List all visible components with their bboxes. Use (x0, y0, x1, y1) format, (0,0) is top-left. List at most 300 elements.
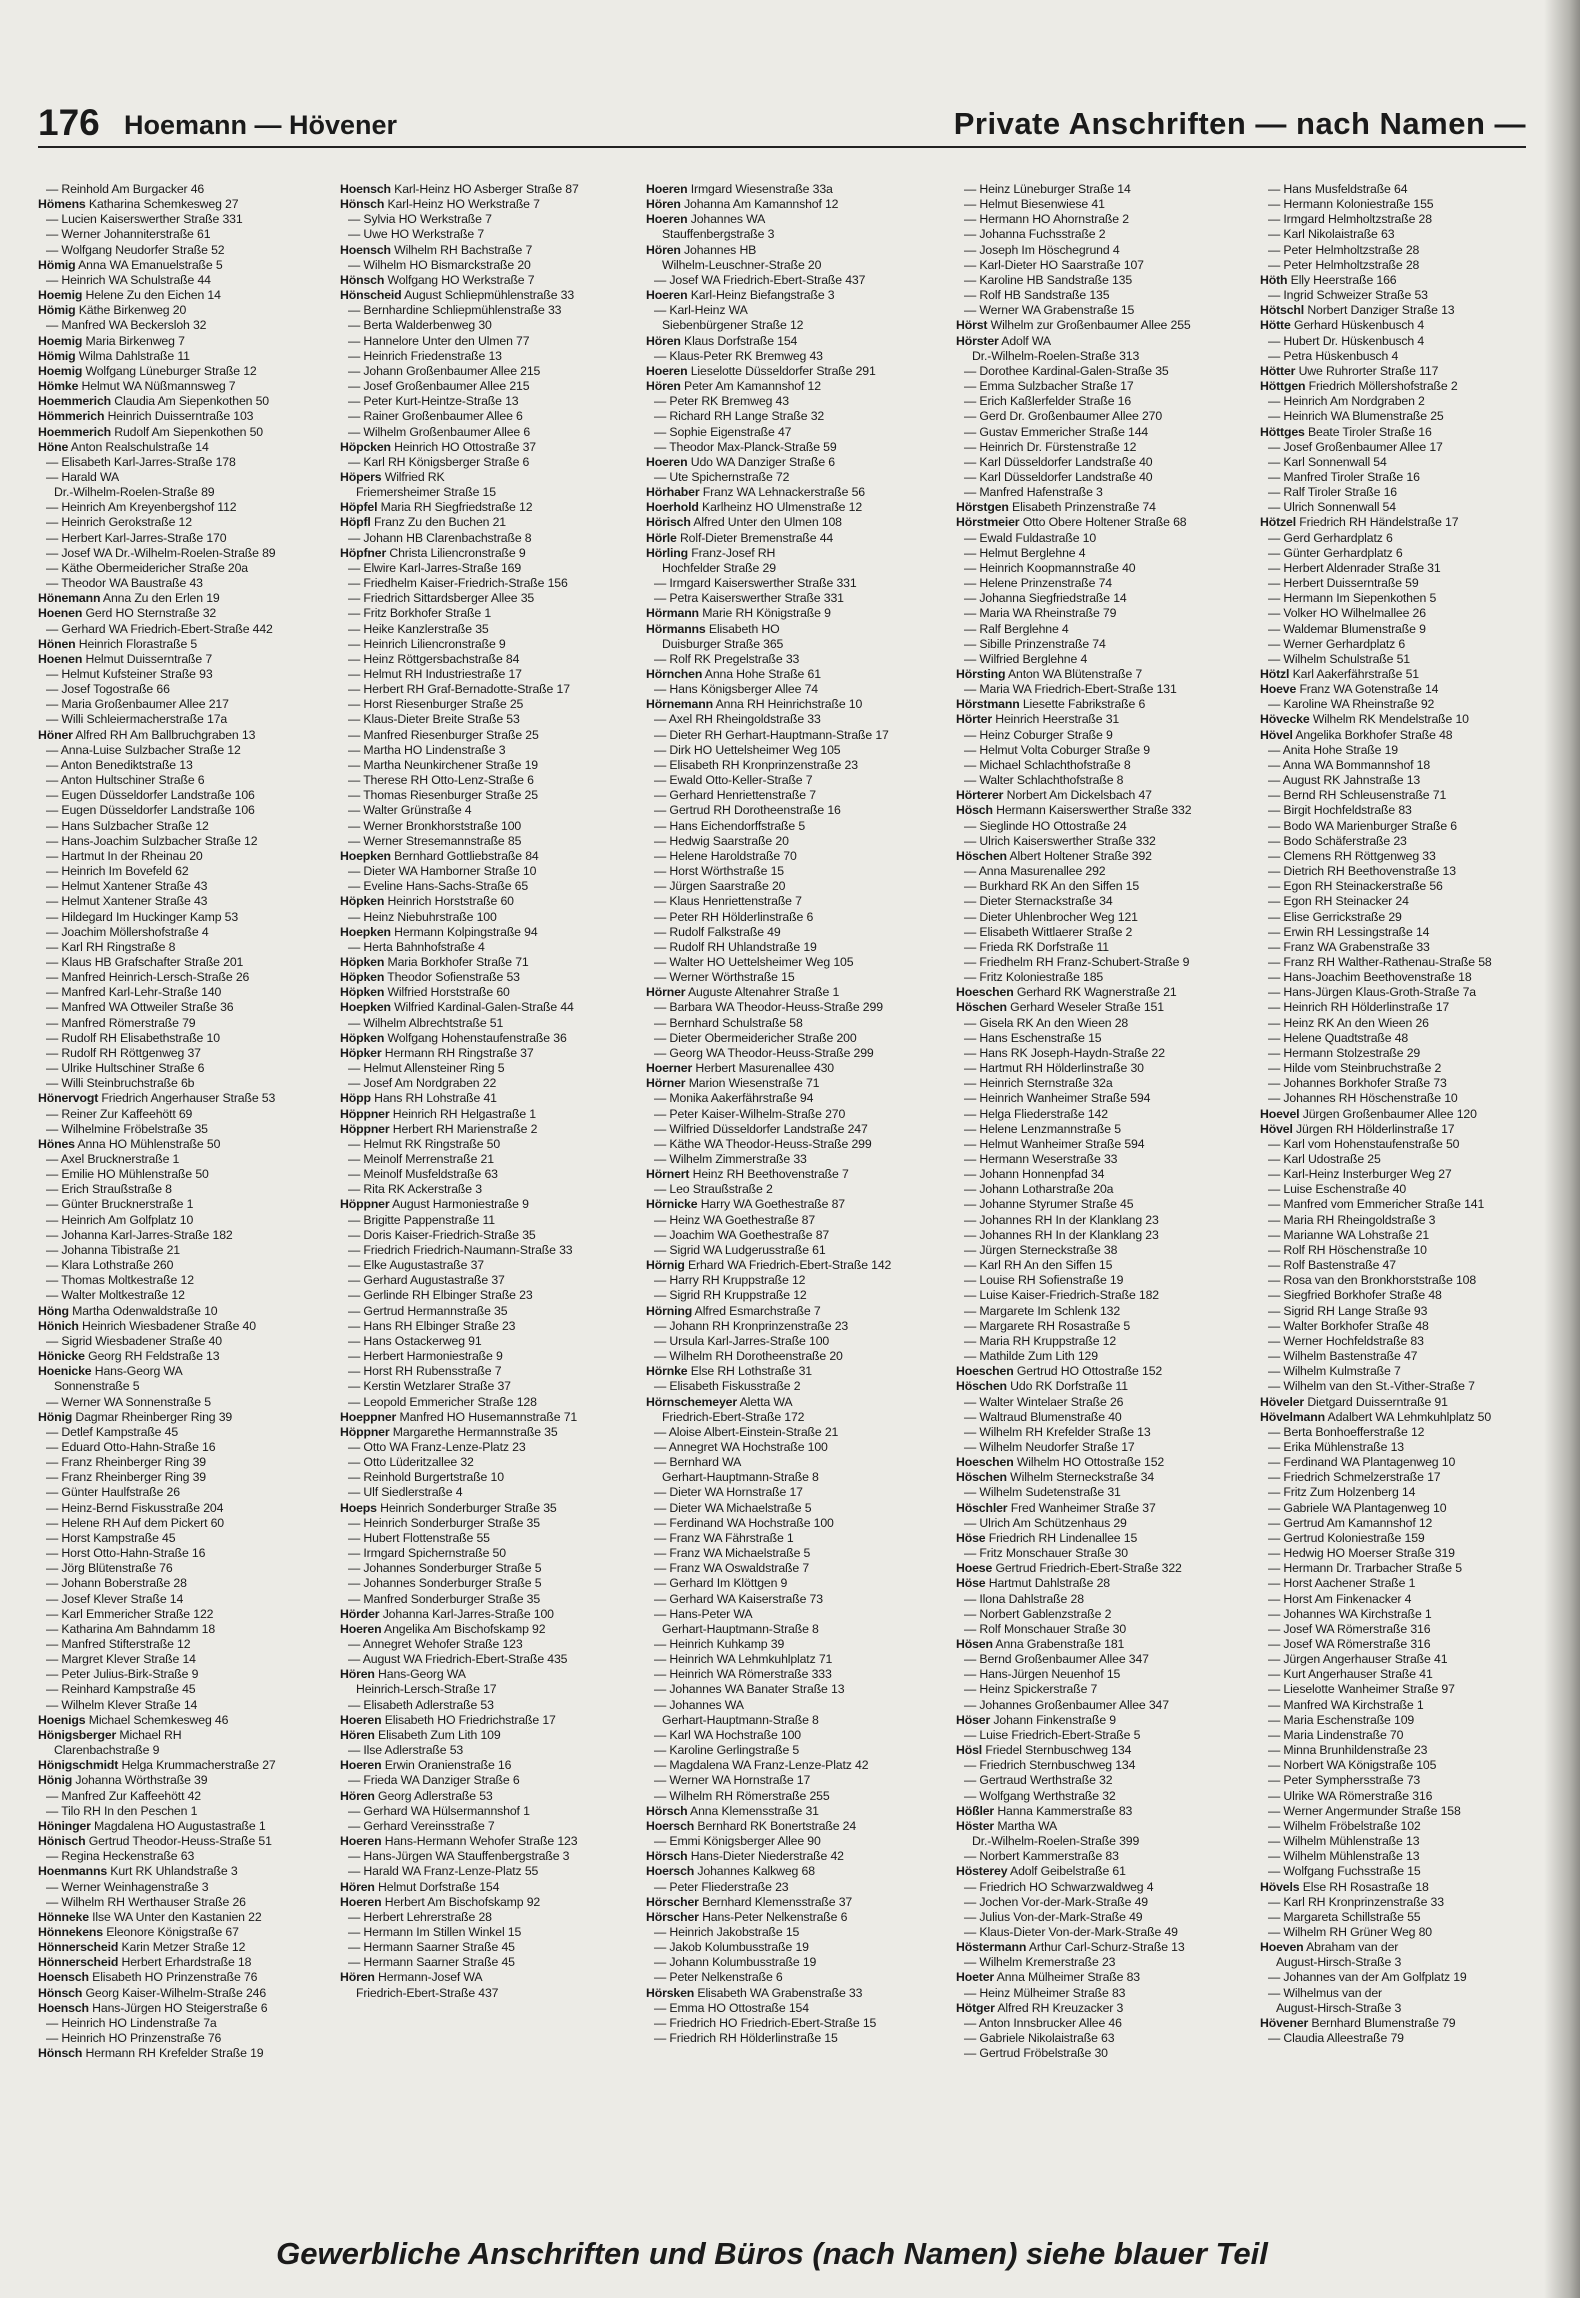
directory-entry: — Horst Kampstraße 45 (46, 1530, 176, 1545)
directory-entry: — Regina Heckenstraße 63 (46, 1849, 195, 1864)
directory-entry: Hören Hermann-Josef WA (340, 1970, 483, 1985)
directory-entry: — Hans Königsberger Allee 74 (654, 682, 818, 697)
directory-entry: August-Hirsch-Straße 3 (1276, 1955, 1402, 1970)
directory-entry: — Sigrid RH Lange Straße 93 (1268, 1303, 1428, 1318)
surname-headword: Hörscher (646, 1909, 699, 1924)
directory-entry: Höpken Wilfried Horststraße 60 (340, 985, 510, 1000)
directory-entry: — Herbert Harmoniestraße 9 (348, 1349, 503, 1364)
directory-entry: — Elwire Karl-Jarres-Straße 169 (348, 560, 522, 575)
directory-entry: Hönig Dagmar Rheinberger Ring 39 (38, 1409, 233, 1424)
directory-entry: Hörsch Hans-Dieter Niederstraße 42 (646, 1849, 844, 1864)
directory-entry: — Hans Eschenstraße 15 (964, 1030, 1102, 1045)
directory-entry: — Karl WA Hochstraße 100 (654, 1727, 801, 1742)
directory-entry: — Doris Kaiser-Friedrich-Straße 35 (348, 1227, 536, 1242)
surname-headword: Hören (340, 1727, 375, 1742)
directory-entry: — Johanna Karl-Jarres-Straße 182 (46, 1227, 233, 1242)
directory-entry: Höpcken Heinrich HO Ottostraße 37 (340, 439, 536, 454)
surname-headword: Hömig (38, 348, 76, 363)
surname-headword: Hörst (956, 318, 988, 333)
directory-entry: — Helmut Biesenwiese 41 (964, 197, 1105, 212)
directory-entry: Hoeren Angelika Am Bischofskamp 92 (340, 1621, 546, 1636)
surname-headword: Hönsch (340, 197, 385, 212)
directory-entry: — Horst Wörthstraße 15 (654, 864, 784, 879)
directory-entry: — Heinrich Koopmannstraße 40 (964, 560, 1136, 575)
surname-headword: Hömig (38, 257, 76, 272)
directory-entry: — Jochen Vor-der-Mark-Straße 49 (964, 1894, 1148, 1909)
surname-headword: Hörhaber (646, 485, 700, 500)
directory-entry: Hövecke Wilhelm RK Mendelstraße 10 (1260, 712, 1469, 727)
directory-entry: — Heinz RK An den Wieen 26 (1268, 1015, 1429, 1030)
directory-entry: — Lucien Kaiserswerther Straße 331 (46, 212, 243, 227)
directory-entry: — Käthe Obermeidericher Straße 20a (46, 560, 248, 575)
directory-entry: Hoenigs Michael Schemkesweg 46 (38, 1712, 229, 1727)
surname-headword: Hömig (38, 303, 76, 318)
directory-entry: — Maria Eschenstraße 109 (1268, 1712, 1415, 1727)
surname-headword: Hoeren (340, 1712, 382, 1727)
directory-entry: — Tilo RH In den Peschen 1 (46, 1803, 198, 1818)
directory-entry: Hötzl Karl Aakerfährstraße 51 (1260, 667, 1419, 681)
surname-headword: Hörsken (646, 1985, 695, 2000)
directory-entry: — Heinrich Kuhkamp 39 (654, 1637, 785, 1651)
surname-headword: Hömke (38, 379, 79, 394)
surname-headword: Höpfner (340, 545, 387, 560)
surname-headword: Höttges (1260, 424, 1305, 439)
directory-entry: — Hildegard Im Huckinger Kamp 53 (46, 909, 239, 924)
directory-entry: — Helene Quadtstraße 48 (1268, 1030, 1409, 1045)
directory-entry: — Hans-Jürgen WA Stauffenbergstraße 3 (348, 1849, 570, 1864)
directory-entry: Hömens Katharina Schemkesweg 27 (38, 197, 239, 212)
directory-entry: — Volker HO Wilhelmallee 26 (1268, 606, 1426, 621)
directory-entry: — Reiner Zur Kaffeehött 69 (46, 1106, 193, 1121)
directory-entry: — Wilhelm Schulstraße 51 (1268, 651, 1410, 666)
directory-entry: — Axel Brucknerstraße 1 (46, 1152, 180, 1166)
directory-entry: Hoeren Erwin Oranienstraße 16 (340, 1758, 512, 1773)
surname-headword: Höpp (340, 1091, 371, 1106)
directory-entry: Hoensch Karl-Heinz HO Asberger Straße 87 (340, 182, 579, 196)
directory-entry: Hörnchen Anna Hohe Straße 61 (646, 667, 821, 681)
surname-headword: Hoevel (1260, 1106, 1300, 1121)
directory-entry: — Margret Klever Straße 14 (46, 1652, 196, 1667)
directory-entry: — Gerhard WA Kaiserstraße 73 (654, 1591, 823, 1606)
directory-entry: — Hermann Koloniestraße 155 (1268, 197, 1434, 212)
directory-entry: — Jörg Blütenstraße 76 (46, 1561, 173, 1576)
directory-entry: Stauffenbergstraße 3 (662, 227, 775, 242)
directory-entry: — Anna-Luise Sulzbacher Straße 12 (46, 742, 241, 757)
directory-entry: — Dorothee Kardinal-Galen-Straße 35 (964, 363, 1169, 378)
directory-entry: — Josef Großenbaumer Allee 17 (1268, 439, 1443, 454)
directory-entry: — Hans-Joachim Sulzbacher Straße 12 (46, 833, 258, 848)
directory-entry: — Werner Hochfeldstraße 83 (1268, 1333, 1424, 1348)
directory-entry: — Uwe HO Werkstraße 7 (348, 227, 485, 242)
directory-entry: — Friedrich Sternbuschweg 134 (964, 1758, 1136, 1773)
surname-headword: Hoepken (340, 924, 391, 939)
directory-entry: — Rudolf RH Uhlandstraße 19 (654, 939, 817, 954)
directory-entry: — Egon RH Steinackerstraße 56 (1268, 879, 1443, 894)
directory-entry: — Emma HO Ottostraße 154 (654, 2000, 809, 2015)
directory-entry: — Manfred Heinrich-Lersch-Straße 26 (46, 970, 250, 985)
directory-entry: — Dieter WA Hamborner Straße 10 (348, 864, 537, 879)
directory-entry: Hörstgen Elisabeth Prinzenstraße 74 (956, 500, 1156, 515)
directory-entry: — Heinrich Jakobstraße 15 (654, 1924, 800, 1939)
directory-entry: — Karoline WA Rheinstraße 92 (1268, 697, 1435, 712)
directory-entry: — Theodor Max-Planck-Straße 59 (654, 439, 837, 454)
directory-entry: — Monika Aakerfährstraße 94 (654, 1091, 814, 1106)
directory-entry: Hömmerich Heinrich Duisserntraße 103 (38, 409, 254, 424)
directory-entry: — Wilhelm van den St.-Vither-Straße 7 (1268, 1379, 1475, 1394)
surname-headword: Hoeren (646, 212, 688, 227)
directory-entry: Höse Friedrich RH Lindenallee 15 (956, 1530, 1138, 1545)
directory-entry: — Franz RH Walther-Rathenau-Straße 58 (1268, 954, 1492, 969)
directory-entry: — Aloise Albert-Einstein-Straße 21 (654, 1424, 839, 1439)
directory-entry: — Jakob Kolumbusstraße 19 (654, 1940, 809, 1955)
directory-entry: — Helmut Xantener Straße 43 (46, 879, 208, 894)
directory-entry: — Sophie Eigenstraße 47 (654, 424, 792, 439)
directory-entry: — Klaus-Dieter Von-der-Mark-Straße 49 (964, 1924, 1178, 1939)
directory-entry: — Annegret Wehofer Straße 123 (348, 1637, 523, 1651)
directory-entry: — Hubert Flottenstraße 55 (348, 1530, 490, 1545)
directory-entry: — Johanna Siegfriedstraße 14 (964, 591, 1127, 606)
surname-headword: Hörle (646, 530, 677, 545)
directory-entry: — Wilhelm HO Bismarckstraße 20 (348, 257, 531, 272)
directory-entry: — Karl RH Ringstraße 8 (46, 939, 176, 954)
directory-entry: — Wilhelm RH Werthauser Straße 26 (46, 1894, 246, 1909)
surname-headword: Höser (956, 1712, 991, 1727)
directory-entry: Hoeren Hans-Hermann Wehofer Straße 123 (340, 1834, 578, 1849)
directory-entry: — Josef WA Römerstraße 316 (1268, 1621, 1431, 1636)
directory-entry: Höne Anton Realschulstraße 14 (38, 439, 209, 454)
surname-headword: Höppner (340, 1106, 390, 1121)
directory-entry: Hömke Helmut WA Nüßmannsweg 7 (38, 379, 236, 394)
directory-entry: Hönen Heinrich Florastraße 5 (38, 636, 198, 651)
directory-entry: Höschler Fred Wanheimer Straße 37 (956, 1500, 1156, 1515)
surname-headword: Hövelmann (1260, 1409, 1325, 1424)
directory-entry: — Hans Ostackerweg 91 (348, 1333, 482, 1348)
directory-entry: — Karl Sonnenwall 54 (1268, 454, 1387, 469)
directory-entry: Hörst Wilhelm zur Großenbaumer Allee 255 (956, 318, 1191, 333)
surname-headword: Hönnekens (38, 1924, 103, 1939)
directory-entry: — Norbert WA Königstraße 105 (1268, 1758, 1437, 1773)
directory-entry: Höner Alfred RH Am Ballbruchgraben 13 (38, 727, 256, 742)
directory-entry: — Johann Boberstraße 28 (46, 1576, 187, 1591)
directory-entry: — Ingrid Schweizer Straße 53 (1268, 288, 1428, 303)
directory-entry: Höschen Udo RK Dorfstraße 11 (956, 1379, 1128, 1394)
surname-headword: Hörning (646, 1303, 693, 1318)
directory-entry: — Karl vom Hohenstaufenstraße 50 (1268, 1136, 1460, 1151)
directory-entry: — Karl-Heinz WA (654, 303, 748, 318)
directory-entry: Hoerner Herbert Masurenallee 430 (646, 1061, 834, 1076)
directory-entry: Hörscher Hans-Peter Nelkenstraße 6 (646, 1909, 848, 1924)
directory-entry: — Wilhelm RH Grüner Weg 80 (1268, 1924, 1432, 1939)
directory-entry: — Erika Mühlenstraße 13 (1268, 1439, 1404, 1454)
directory-entry: — Joachim Möllershofstraße 4 (46, 924, 209, 939)
footer-note: Gewerbliche Anschriften und Büros (nach Namen) siehe blauer Teil (276, 2236, 1268, 2271)
directory-entry: — Clemens RH Röttgenweg 33 (1268, 848, 1436, 863)
directory-entry: Hörnert Heinz RH Beethovenstraße 7 (646, 1167, 849, 1182)
surname-headword: Höne (38, 439, 69, 454)
surname-headword: Hönsch (38, 2046, 83, 2061)
surname-headword: Höschen (956, 848, 1007, 863)
directory-entry: — Manfred Karl-Lehr-Straße 140 (46, 985, 222, 1000)
directory-entry: Hoensch Elisabeth HO Prinzenstraße 76 (38, 1970, 258, 1985)
directory-entry: — Brigitte Pappenstraße 11 (348, 1212, 495, 1227)
surname-headword: Hörter (956, 712, 992, 727)
directory-entry: — Werner Johanniterstraße 61 (46, 227, 211, 242)
directory-entry: — Wilfried Berglehne 4 (964, 651, 1088, 666)
surname-headword: Hötger (956, 2000, 995, 2015)
surname-headword: Hören (646, 197, 681, 212)
directory-entry: — Wilhelm Kremerstraße 23 (964, 1955, 1116, 1970)
directory-entry: — Detlef Kampstraße 45 (46, 1424, 179, 1439)
directory-entry: Hövels Else RH Rosastraße 18 (1260, 1879, 1429, 1894)
directory-entry: — Helmut Allensteiner Ring 5 (348, 1061, 505, 1076)
surname-headword: Hören (340, 1667, 375, 1682)
directory-entry: — Elise Gerrickstraße 29 (1268, 909, 1402, 924)
directory-entry: — Harald WA (46, 469, 120, 484)
directory-entry: Höth Elly Heerstraße 166 (1260, 272, 1397, 287)
directory-entry: — Klaus-Peter RK Bremweg 43 (654, 348, 823, 363)
directory-entry: — Rolf RK Pregelstraße 33 (654, 651, 800, 666)
directory-entry: — Reinhard Kampstraße 45 (46, 1682, 196, 1697)
directory-entry: — Meinolf Musfeldstraße 63 (348, 1167, 498, 1182)
directory-entry: — Wilhelm RH Krefelder Straße 13 (964, 1424, 1151, 1439)
directory-entry: — Heinrich Liliencronstraße 9 (348, 636, 506, 651)
surname-headword: Hoersch (646, 1818, 695, 1833)
directory-entry: Hönich Heinrich Wiesbadener Straße 40 (38, 1318, 256, 1333)
page-header (38, 100, 1526, 148)
directory-entry: — Käthe WA Theodor-Heuss-Straße 299 (654, 1136, 872, 1151)
surname-headword: Hönemann (38, 591, 101, 606)
surname-headword: Höpers (340, 469, 382, 484)
directory-entry: — Heinrich Wanheimer Straße 594 (964, 1091, 1151, 1106)
directory-entry: Hösl Friedel Sternbuschweg 134 (956, 1743, 1132, 1758)
directory-entry: Hörterer Norbert Am Dickelsbach 47 (956, 788, 1152, 803)
directory-entry: — Kurt Angerhauser Straße 41 (1268, 1667, 1433, 1682)
surname-headword: Hömmerich (38, 409, 105, 424)
directory-entry: — Peter Helmholtzstraße 28 (1268, 242, 1420, 257)
directory-entry: — Otto WA Franz-Lenze-Platz 23 (348, 1439, 526, 1454)
directory-entry: Hören Klaus Dorfstraße 154 (646, 333, 798, 348)
directory-entry: — Walter Schlachthofstraße 8 (964, 773, 1124, 788)
directory-entry: — Herbert Lehrerstraße 28 (348, 1909, 492, 1924)
directory-entry: — Rolf RH Höschenstraße 10 (1268, 1242, 1427, 1257)
directory-entry: — Anna Masurenallee 292 (964, 864, 1106, 879)
directory-entry: — Dieter RH Gerhart-Hauptmann-Straße 17 (654, 727, 889, 742)
directory-entry: — Helene Prinzenstraße 74 (964, 576, 1112, 591)
directory-entry: — Gertrud Fröbelstraße 30 (964, 2046, 1108, 2061)
directory-entry: — Karl Emmericher Straße 122 (46, 1606, 214, 1621)
directory-entry: Hören Helmut Dorfstraße 154 (340, 1879, 500, 1894)
directory-entry: — Horst Riesenburger Straße 25 (348, 697, 524, 712)
directory-entry: — Gerhard Im Klöttgen 9 (654, 1576, 788, 1591)
directory-entry: Höpken Theodor Sofienstraße 53 (340, 970, 520, 985)
surname-headword: Hoese (956, 1561, 993, 1576)
directory-entry: — Gerhard WA Hülsermannshof 1 (348, 1803, 530, 1818)
directory-entry: — Günter Brucknerstraße 1 (46, 1197, 194, 1212)
directory-entry: — Anita Hohe Straße 19 (1268, 742, 1398, 757)
directory-entry: — Dietrich RH Beethovenstraße 13 (1268, 864, 1456, 879)
directory-entry: Hoerhold Karlheinz HO Ulmenstraße 12 (646, 500, 863, 515)
surname-headword: Hötter (1260, 363, 1296, 378)
directory-entry: — Wilhelmine Fröbelstraße 35 (46, 1121, 208, 1136)
directory-entry: — Johann Kolumbusstraße 19 (654, 1955, 817, 1970)
directory-entry: — Johannes WA Banater Straße 13 (654, 1682, 845, 1697)
directory-entry: — Dieter Sternackstraße 34 (964, 894, 1113, 909)
directory-entry: — Heinrich Dr. Fürstenstraße 12 (964, 439, 1137, 454)
directory-entry: — Ferdinand WA Hochstraße 100 (654, 1515, 834, 1530)
directory-entry: — Wilhelmus van der (1268, 1985, 1383, 2000)
directory-entry: — Berta Bonhoefferstraße 12 (1268, 1424, 1425, 1439)
directory-entry: Höninger Magdalena HO Augustastraße 1 (38, 1818, 266, 1833)
surname-headword: Hörstmeier (956, 515, 1020, 530)
directory-entry: — Manfred Römerstraße 79 (46, 1015, 196, 1030)
directory-entry: — Günter Haulfstraße 26 (46, 1485, 180, 1500)
directory-entry: Hoepken Bernhard Gottliebstraße 84 (340, 848, 539, 863)
directory-entry: — Helene Lenzmannstraße 5 (964, 1121, 1121, 1136)
directory-entry: — Wilhelm Bastenstraße 47 (1268, 1349, 1418, 1364)
directory-entry: — Bodo Schäferstraße 23 (1268, 833, 1407, 848)
surname-headword: Hörsch (646, 1803, 688, 1818)
directory-entry: Höschen Gerhard Weseler Straße 151 (956, 1000, 1164, 1015)
directory-entry: — Gerhard Augustastraße 37 (348, 1273, 505, 1288)
directory-entry: — Helmut Xantener Straße 43 (46, 894, 208, 909)
directory-entry: Höpp Hans RH Lohstraße 41 (340, 1091, 497, 1106)
surname-headword: Hoeter (956, 1970, 995, 1985)
directory-entry: — Walter Grünstraße 4 (348, 803, 472, 818)
surname-headword: Hösterey (956, 1864, 1008, 1879)
directory-entry: — Irmgard Helmholtzstraße 28 (1268, 212, 1432, 227)
directory-entry: — Thomas Riesenburger Straße 25 (348, 788, 538, 803)
directory-entry: — Helmut Berglehne 4 (964, 545, 1086, 560)
directory-entry: Höschen Albert Holtener Straße 392 (956, 848, 1152, 863)
directory-entry: — Norbert Kammerstraße 83 (964, 1849, 1119, 1864)
directory-entry: — Norbert Gablenzstraße 2 (964, 1606, 1112, 1621)
surname-headword: Höppner (340, 1197, 390, 1212)
directory-entry: — Sylvia HO Werkstraße 7 (348, 212, 492, 227)
directory-entry: — Herbert Aldenrader Straße 31 (1268, 560, 1441, 575)
directory-entry: — Petra Hüskenbusch 4 (1268, 348, 1399, 363)
directory-entry: Hören Peter Am Kamannshof 12 (646, 379, 821, 394)
directory-entry: — Klara Lothstraße 260 (46, 1258, 174, 1273)
directory-entry: — Klaus-Dieter Breite Straße 53 (348, 712, 520, 727)
directory-entry: — Peter Kaiser-Wilhelm-Straße 270 (654, 1106, 846, 1121)
directory-entry: Hoemig Maria Birkenweg 7 (38, 333, 185, 348)
directory-entry: — Heinrich Am Nordgraben 2 (1268, 394, 1425, 409)
directory-entry: — Josef WA Dr.-Wilhelm-Roelen-Straße 89 (46, 545, 276, 560)
directory-entry: — Rita RK Ackerstraße 3 (348, 1182, 482, 1197)
directory-entry: Höppner August Harmoniestraße 9 (340, 1197, 529, 1212)
directory-entry: Hoeren Johannes WA (646, 212, 766, 227)
directory-entry: — Rudolf RH Röttgenweg 37 (46, 1045, 201, 1060)
directory-entry: — Heinrich Friedenstraße 13 (348, 348, 502, 363)
directory-entry: — Franz Rheinberger Ring 39 (46, 1470, 206, 1485)
directory-entry: — Hermann Stolzestraße 29 (1268, 1045, 1421, 1060)
directory-entry: — Werner Wörthstraße 15 (654, 970, 795, 985)
directory-entry: — Fritz Zum Holzenberg 14 (1268, 1485, 1416, 1500)
directory-entry: Hoeren Udo WA Danziger Straße 6 (646, 454, 835, 469)
directory-entry: — Richard RH Lange Straße 32 (654, 409, 825, 424)
directory-entry: — Heinz Röttgersbachstraße 84 (348, 651, 520, 666)
directory-entry: Hoenen Helmut Duisserntraße 7 (38, 651, 213, 666)
directory-entry: — Hartmut In der Rheinau 20 (46, 848, 203, 863)
surname-headword: Höschen (956, 1000, 1007, 1015)
directory-entry: — Hans Eichendorffstraße 5 (654, 818, 806, 833)
surname-headword: Hoerner (646, 1061, 693, 1076)
directory-entry: — Hans-Peter WA (654, 1606, 753, 1621)
directory-entry: Hoeren Herbert Am Bischofskamp 92 (340, 1894, 541, 1909)
directory-entry: Hömig Käthe Birkenweg 20 (38, 303, 187, 318)
directory-entry: — Gertrud Hermannstraße 35 (348, 1303, 508, 1318)
directory-entry: — Ulrich Am Schützenhaus 29 (964, 1515, 1127, 1530)
directory-entry: Hörisch Alfred Unter den Ulmen 108 (646, 515, 842, 530)
directory-entry: Höpken Wolfgang Hohenstaufenstraße 36 (340, 1030, 567, 1045)
surname-headword: Hönig (38, 1773, 73, 1788)
surname-headword: Höpken (340, 954, 385, 969)
directory-entry: — Helga Fliederstraße 142 (964, 1106, 1108, 1121)
directory-entry: — Eugen Düsseldorfer Landstraße 106 (46, 803, 255, 818)
directory-entry: — Heike Kanzlerstraße 35 (348, 621, 489, 636)
directory-entry: — Horst Am Finkenacker 4 (1268, 1591, 1412, 1606)
directory-entry: — Johann Honnenpfad 34 (964, 1167, 1105, 1182)
directory-entry: Hömig Wilma Dahlstraße 11 (38, 348, 190, 363)
surname-headword: Höth (1260, 272, 1288, 287)
directory-entry: — Manfred Hafenstraße 3 (964, 485, 1103, 500)
directory-entry: — Claudia Alleestraße 79 (1268, 2031, 1404, 2046)
directory-entry: — Otto Lüderitzallee 32 (348, 1455, 474, 1470)
directory-entry: — Josef Klever Straße 14 (46, 1591, 184, 1606)
directory-entry: — Johannes RH Höschenstraße 10 (1268, 1091, 1458, 1106)
directory-entry: — Johannes Sonderburger Straße 5 (348, 1576, 542, 1591)
directory-entry: — Helene RH Auf dem Pickert 60 (46, 1515, 224, 1530)
surname-headword: Hörmanns (646, 621, 706, 636)
directory-entry: — Karl RH Königsberger Straße 6 (348, 454, 530, 469)
directory-entry: — Johannes WA (654, 1697, 744, 1712)
directory-entry: Hötschl Norbert Danziger Straße 13 (1260, 303, 1455, 318)
directory-entry: — Helmut RH Industriestraße 17 (348, 667, 522, 681)
directory-entry: — Peter Kurt-Heintze-Straße 13 (348, 394, 519, 409)
directory-entry: — Gabriele WA Plantagenweg 10 (1268, 1500, 1447, 1515)
directory-entry: Höser Johann Finkenstraße 9 (956, 1712, 1116, 1727)
surname-headword: Hörsch (646, 1849, 688, 1864)
directory-entry: — Peter RH Hölderlinstraße 6 (654, 909, 814, 924)
directory-entry: Hörnemann Anna RH Heinrichstraße 10 (646, 697, 863, 712)
directory-entry: — Marianne WA Lohstraße 21 (1268, 1227, 1430, 1242)
directory-entry: — Johannes RH In der Klanklang 23 (964, 1227, 1159, 1242)
directory-entry: Höster Martha WA (956, 1818, 1058, 1833)
surname-headword: Hoemmerich (38, 424, 111, 439)
directory-entry: — Karl-Dieter HO Saarstraße 107 (964, 257, 1144, 272)
directory-entry: — Hans-Joachim Beethovenstraße 18 (1268, 970, 1472, 985)
directory-entry: — Karl RH Kronprinzenstraße 33 (1268, 1894, 1444, 1909)
directory-entry: — Anton Innsbrucker Allee 46 (964, 2015, 1122, 2030)
directory-entry: — Fritz Monschauer Straße 30 (964, 1546, 1128, 1561)
directory-entry: — Josef WA Römerstraße 316 (1268, 1637, 1431, 1651)
directory-entry: — Elisabeth Fiskusstraße 2 (654, 1379, 801, 1394)
directory-entry: — Kerstin Wetzlarer Straße 37 (348, 1379, 511, 1394)
surname-headword: Hönneke (38, 1909, 89, 1924)
directory-entry: — Eveline Hans-Sachs-Straße 65 (348, 879, 529, 894)
directory-entry: — Herta Bahnhofstraße 4 (348, 939, 485, 954)
directory-entry: — Herbert Duisserntraße 59 (1268, 576, 1419, 591)
directory-entry: — Dieter WA Michaelstraße 5 (654, 1500, 812, 1515)
directory-entry: Hoenmanns Kurt RK Uhlandstraße 3 (38, 1864, 238, 1879)
directory-entry: — Josef Togostraße 66 (46, 682, 170, 697)
surname-headword: Hoeven (1260, 1940, 1304, 1955)
directory-entry: Hönes Anna HO Mühlenstraße 50 (38, 1136, 221, 1151)
surname-headword: Hörnchen (646, 667, 703, 681)
directory-entry: Hoenicke Hans-Georg WA (38, 1364, 183, 1379)
directory-entry: — Franz WA Grabenstraße 33 (1268, 939, 1430, 954)
directory-entry: — Maria RH Kruppstraße 12 (964, 1333, 1117, 1348)
